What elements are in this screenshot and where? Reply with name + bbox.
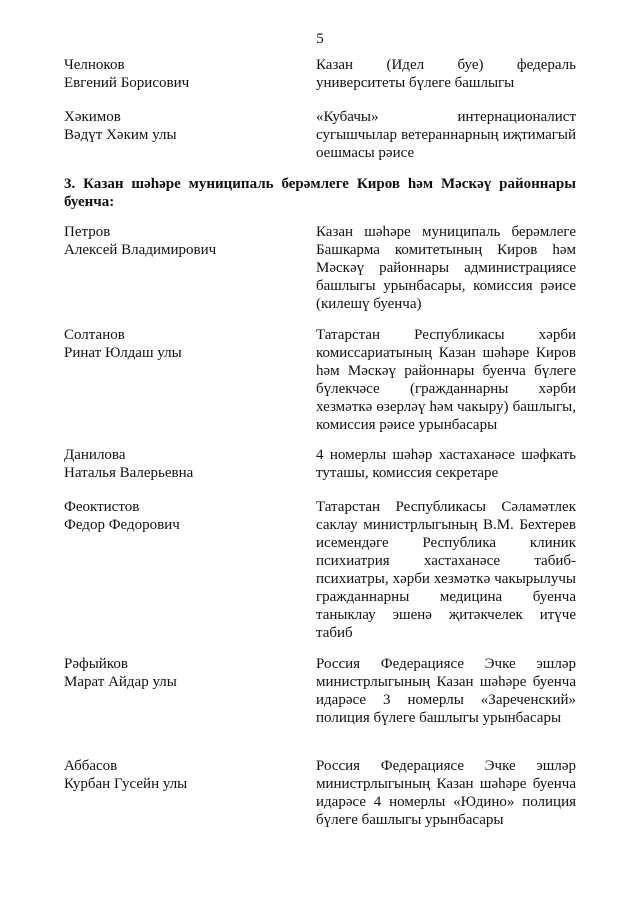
person-role: «Кубачы» интернационалист сугышчылар ветераннарның иҗтимагый оешмасы рәисе: [316, 109, 576, 161]
given-name: Алексей Владимирович: [64, 242, 217, 258]
person-name: [64, 757, 294, 793]
given-name: Федор Федорович: [64, 517, 180, 533]
given-name: Евгений Борисович: [64, 75, 190, 91]
person-role: Казан (Идел буе) федераль университеты бүлеге башлыгы: [316, 57, 576, 91]
given-name: Вәдүт Хәким улы: [64, 127, 177, 143]
person-role: Россия Федерациясе Эчке эшләр министрлыгының Казан шәһәре буенча идарәсе 3 номерлы «Зареченский» полиция бүлеге башлыгы урынбасары: [316, 656, 576, 726]
surname: Данилова: [64, 447, 126, 463]
person-name: [64, 223, 294, 259]
person-name: [64, 446, 294, 482]
surname: Хәкимов: [64, 109, 121, 125]
person-name: [64, 56, 294, 92]
page-number: 5: [316, 31, 324, 47]
surname: Челноков: [64, 57, 125, 73]
person-role: Татарстан Республикасы Сәламәтлек саклау министрлыгының В.М. Бехтерев исемендәге Республика клиник психиатрия хастаханәсе табиб-психиатры, хәрби хезмәткә чакырылучы гражданнарны медицина буенча таныклау эшенә җитәкчелек итүче табиб: [316, 499, 576, 641]
surname: Феоктистов: [64, 499, 140, 515]
surname: Рәфыйков: [64, 656, 128, 672]
surname: Аббасов: [64, 758, 118, 774]
given-name: Марат Айдар улы: [64, 674, 177, 690]
person-name: [64, 498, 294, 534]
surname: Петров: [64, 224, 111, 240]
surname: Солтанов: [64, 327, 125, 343]
person-name: [64, 655, 294, 691]
given-name: Наталья Валерьевна: [64, 465, 194, 481]
person-name: [64, 108, 294, 144]
given-name: Ринат Юлдаш улы: [64, 345, 182, 361]
person-name: [64, 326, 294, 362]
person-role: Россия Федерациясе Эчке эшләр министрлыгының Казан шәһәре буенча идарәсе 4 номерлы «Юдино» полиция бүлеге башлыгы урынбасары: [316, 758, 576, 828]
person-role: Казан шәһәре муниципаль берәмлеге Башкарма комитетының Киров һәм Мәскәү районнары администрациясе башлыгы урынбасары, комиссия рәисе (килешү буенча): [316, 224, 576, 312]
person-role: 4 номерлы шәһәр хастаханәсе шәфкать туташы, комиссия секретаре: [316, 447, 576, 481]
section-heading: 3. Казан шәһәре муниципаль берәмлеге Киров һәм Мәскәү районнары буенча:: [64, 176, 576, 210]
given-name: Курбан Гусейн улы: [64, 776, 188, 792]
person-role: Татарстан Республикасы хәрби комиссариатының Казан шәһәре Киров һәм Мәскәү районнары буенча бүлеге бүлекчәсе (гражданнарны хәрби хезмәткә өзерләү һәм чакыру) башлыгы, комиссия рәисе урынбасары: [316, 327, 576, 433]
